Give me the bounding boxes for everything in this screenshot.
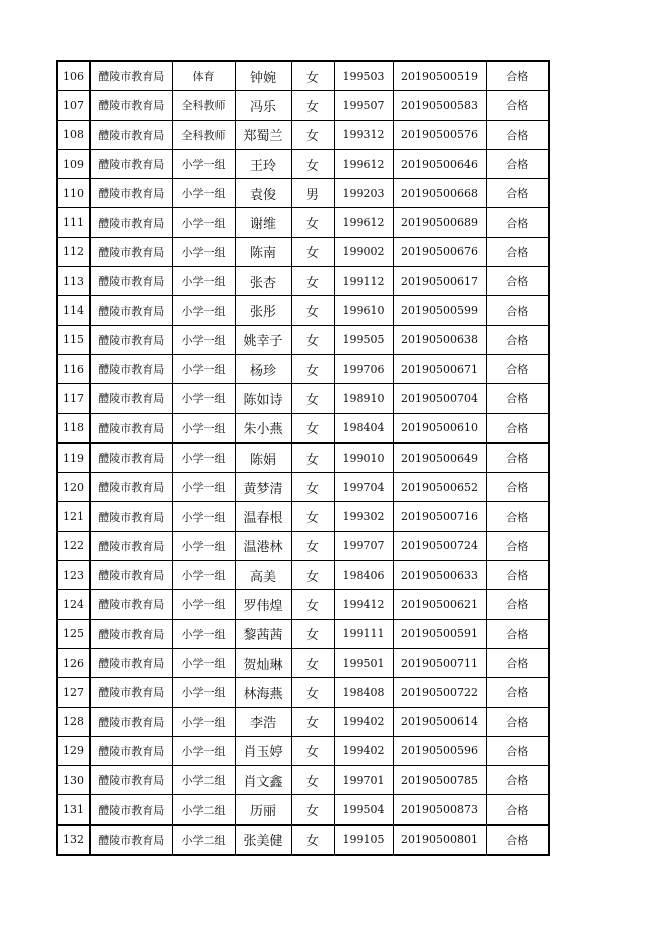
serial-number-cell: 126	[57, 648, 90, 677]
result-status-cell: 合格	[486, 736, 549, 765]
gender-cell: 女	[291, 325, 334, 354]
admission-ticket-number-cell: 20190500668	[393, 179, 486, 208]
employer-unit-cell: 醴陵市教育局	[90, 149, 172, 178]
employer-unit-cell: 醴陵市教育局	[90, 766, 172, 795]
gender-cell: 女	[291, 120, 334, 149]
position-subject-cell: 全科教师	[172, 91, 235, 120]
table-row	[57, 825, 549, 855]
serial-number-cell: 132	[57, 825, 90, 855]
birth-date-cell: 198408	[334, 678, 393, 707]
position-subject-cell: 小学一组	[172, 208, 235, 237]
candidate-name-cell: 钟婉	[235, 61, 291, 91]
employer-unit-cell: 醴陵市教育局	[90, 61, 172, 91]
result-status-cell: 合格	[486, 267, 549, 296]
candidate-name-cell: 朱小燕	[235, 413, 291, 443]
gender-cell: 女	[291, 590, 334, 619]
birth-date-cell: 199302	[334, 502, 393, 531]
gender-cell: 女	[291, 354, 334, 383]
candidate-name-cell: 黎茜茜	[235, 619, 291, 648]
serial-number-cell: 122	[57, 531, 90, 560]
admission-ticket-number-cell: 20190500785	[393, 766, 486, 795]
gender-cell: 女	[291, 531, 334, 560]
employer-unit-cell: 醴陵市教育局	[90, 296, 172, 325]
position-subject-cell: 小学二组	[172, 825, 235, 855]
gender-cell: 女	[291, 825, 334, 855]
table-row	[57, 149, 549, 178]
serial-number-cell: 116	[57, 354, 90, 383]
table-row	[57, 707, 549, 736]
position-subject-cell: 小学一组	[172, 179, 235, 208]
table-row	[57, 267, 549, 296]
birth-date-cell: 199203	[334, 179, 393, 208]
birth-date-cell: 199503	[334, 61, 393, 91]
birth-date-cell: 199105	[334, 825, 393, 855]
gender-cell: 男	[291, 179, 334, 208]
employer-unit-cell: 醴陵市教育局	[90, 736, 172, 765]
gender-cell: 女	[291, 766, 334, 795]
candidate-name-cell: 林海燕	[235, 678, 291, 707]
birth-date-cell: 199706	[334, 354, 393, 383]
birth-date-cell: 199312	[334, 120, 393, 149]
employer-unit-cell: 醴陵市教育局	[90, 678, 172, 707]
position-subject-cell: 小学一组	[172, 502, 235, 531]
position-subject-cell: 小学一组	[172, 590, 235, 619]
serial-number-cell: 123	[57, 561, 90, 590]
employer-unit-cell: 醴陵市教育局	[90, 237, 172, 266]
serial-number-cell: 117	[57, 384, 90, 413]
result-status-cell: 合格	[486, 179, 549, 208]
candidate-name-cell: 张美健	[235, 825, 291, 855]
birth-date-cell: 199412	[334, 590, 393, 619]
position-subject-cell: 小学一组	[172, 149, 235, 178]
admission-ticket-number-cell: 20190500676	[393, 237, 486, 266]
birth-date-cell: 199504	[334, 795, 393, 825]
admission-ticket-number-cell: 20190500724	[393, 531, 486, 560]
result-status-cell: 合格	[486, 61, 549, 91]
result-status-cell: 合格	[486, 91, 549, 120]
result-status-cell: 合格	[486, 795, 549, 825]
serial-number-cell: 121	[57, 502, 90, 531]
serial-number-cell: 127	[57, 678, 90, 707]
candidate-name-cell: 黄梦清	[235, 473, 291, 502]
serial-number-cell: 108	[57, 120, 90, 149]
serial-number-cell: 115	[57, 325, 90, 354]
result-status-cell: 合格	[486, 590, 549, 619]
result-status-cell: 合格	[486, 384, 549, 413]
birth-date-cell: 199501	[334, 648, 393, 677]
employer-unit-cell: 醴陵市教育局	[90, 354, 172, 383]
gender-cell: 女	[291, 561, 334, 590]
position-subject-cell: 小学一组	[172, 707, 235, 736]
serial-number-cell: 110	[57, 179, 90, 208]
table-row	[57, 354, 549, 383]
position-subject-cell: 小学一组	[172, 413, 235, 443]
admission-ticket-number-cell: 20190500591	[393, 619, 486, 648]
gender-cell: 女	[291, 267, 334, 296]
employer-unit-cell: 醴陵市教育局	[90, 619, 172, 648]
admission-ticket-number-cell: 20190500689	[393, 208, 486, 237]
candidate-name-cell: 肖文鑫	[235, 766, 291, 795]
serial-number-cell: 129	[57, 736, 90, 765]
employer-unit-cell: 醴陵市教育局	[90, 795, 172, 825]
birth-date-cell: 198404	[334, 413, 393, 443]
gender-cell: 女	[291, 502, 334, 531]
birth-date-cell: 199707	[334, 531, 393, 560]
birth-date-cell: 199704	[334, 473, 393, 502]
employer-unit-cell: 醴陵市教育局	[90, 590, 172, 619]
employer-unit-cell: 醴陵市教育局	[90, 561, 172, 590]
table-row	[57, 443, 549, 473]
result-status-cell: 合格	[486, 120, 549, 149]
serial-number-cell: 124	[57, 590, 90, 619]
birth-date-cell: 199111	[334, 619, 393, 648]
candidate-name-cell: 罗伟煌	[235, 590, 291, 619]
table-row	[57, 619, 549, 648]
gender-cell: 女	[291, 61, 334, 91]
serial-number-cell: 114	[57, 296, 90, 325]
result-status-cell: 合格	[486, 707, 549, 736]
admission-ticket-number-cell: 20190500801	[393, 825, 486, 855]
serial-number-cell: 107	[57, 91, 90, 120]
admission-ticket-number-cell: 20190500671	[393, 354, 486, 383]
position-subject-cell: 小学二组	[172, 795, 235, 825]
candidate-name-cell: 郑蜀兰	[235, 120, 291, 149]
birth-date-cell: 199002	[334, 237, 393, 266]
table-row	[57, 766, 549, 795]
table-row	[57, 61, 549, 91]
serial-number-cell: 125	[57, 619, 90, 648]
serial-number-cell: 112	[57, 237, 90, 266]
gender-cell: 女	[291, 473, 334, 502]
position-subject-cell: 小学二组	[172, 766, 235, 795]
employer-unit-cell: 醴陵市教育局	[90, 648, 172, 677]
birth-date-cell: 198406	[334, 561, 393, 590]
admission-ticket-number-cell: 20190500633	[393, 561, 486, 590]
gender-cell: 女	[291, 736, 334, 765]
admission-ticket-number-cell: 20190500519	[393, 61, 486, 91]
result-status-cell: 合格	[486, 296, 549, 325]
position-subject-cell: 小学一组	[172, 619, 235, 648]
admission-ticket-number-cell: 20190500614	[393, 707, 486, 736]
birth-date-cell: 199402	[334, 736, 393, 765]
admission-ticket-number-cell: 20190500621	[393, 590, 486, 619]
serial-number-cell: 118	[57, 413, 90, 443]
candidate-name-cell: 历丽	[235, 795, 291, 825]
employer-unit-cell: 醴陵市教育局	[90, 91, 172, 120]
position-subject-cell: 小学一组	[172, 678, 235, 707]
results-sheet	[56, 60, 550, 856]
candidate-name-cell: 张杏	[235, 267, 291, 296]
table-row	[57, 531, 549, 560]
employer-unit-cell: 醴陵市教育局	[90, 502, 172, 531]
result-status-cell: 合格	[486, 531, 549, 560]
results-table	[56, 60, 550, 856]
result-status-cell: 合格	[486, 443, 549, 473]
result-status-cell: 合格	[486, 208, 549, 237]
result-status-cell: 合格	[486, 502, 549, 531]
result-status-cell: 合格	[486, 678, 549, 707]
gender-cell: 女	[291, 91, 334, 120]
employer-unit-cell: 醴陵市教育局	[90, 384, 172, 413]
birth-date-cell: 199010	[334, 443, 393, 473]
candidate-name-cell: 陈如诗	[235, 384, 291, 413]
serial-number-cell: 128	[57, 707, 90, 736]
table-row	[57, 561, 549, 590]
table-row	[57, 384, 549, 413]
admission-ticket-number-cell: 20190500716	[393, 502, 486, 531]
position-subject-cell: 小学一组	[172, 354, 235, 383]
gender-cell: 女	[291, 237, 334, 266]
employer-unit-cell: 醴陵市教育局	[90, 325, 172, 354]
admission-ticket-number-cell: 20190500652	[393, 473, 486, 502]
table-row	[57, 413, 549, 443]
table-row	[57, 237, 549, 266]
position-subject-cell: 小学一组	[172, 561, 235, 590]
result-status-cell: 合格	[486, 237, 549, 266]
candidate-name-cell: 袁俊	[235, 179, 291, 208]
position-subject-cell: 小学一组	[172, 267, 235, 296]
admission-ticket-number-cell: 20190500704	[393, 384, 486, 413]
table-row	[57, 736, 549, 765]
candidate-name-cell: 肖玉婷	[235, 736, 291, 765]
position-subject-cell: 小学一组	[172, 531, 235, 560]
birth-date-cell: 199112	[334, 267, 393, 296]
result-status-cell: 合格	[486, 619, 549, 648]
serial-number-cell: 106	[57, 61, 90, 91]
admission-ticket-number-cell: 20190500873	[393, 795, 486, 825]
gender-cell: 女	[291, 443, 334, 473]
candidate-name-cell: 陈南	[235, 237, 291, 266]
candidate-name-cell: 高美	[235, 561, 291, 590]
position-subject-cell: 体育	[172, 61, 235, 91]
birth-date-cell: 199612	[334, 149, 393, 178]
position-subject-cell: 小学一组	[172, 648, 235, 677]
candidate-name-cell: 李浩	[235, 707, 291, 736]
table-body	[57, 61, 549, 855]
result-status-cell: 合格	[486, 766, 549, 795]
candidate-name-cell: 冯乐	[235, 91, 291, 120]
result-status-cell: 合格	[486, 413, 549, 443]
result-status-cell: 合格	[486, 561, 549, 590]
position-subject-cell: 全科教师	[172, 120, 235, 149]
birth-date-cell: 199612	[334, 208, 393, 237]
serial-number-cell: 113	[57, 267, 90, 296]
result-status-cell: 合格	[486, 648, 549, 677]
serial-number-cell: 131	[57, 795, 90, 825]
table-row	[57, 120, 549, 149]
table-row	[57, 502, 549, 531]
candidate-name-cell: 贺灿琳	[235, 648, 291, 677]
admission-ticket-number-cell: 20190500617	[393, 267, 486, 296]
gender-cell: 女	[291, 208, 334, 237]
birth-date-cell: 199505	[334, 325, 393, 354]
table-row	[57, 325, 549, 354]
table-row	[57, 795, 549, 825]
position-subject-cell: 小学一组	[172, 237, 235, 266]
gender-cell: 女	[291, 149, 334, 178]
result-status-cell: 合格	[486, 149, 549, 178]
serial-number-cell: 119	[57, 443, 90, 473]
table-row	[57, 678, 549, 707]
birth-date-cell: 198910	[334, 384, 393, 413]
admission-ticket-number-cell: 20190500722	[393, 678, 486, 707]
admission-ticket-number-cell: 20190500638	[393, 325, 486, 354]
gender-cell: 女	[291, 296, 334, 325]
birth-date-cell: 199610	[334, 296, 393, 325]
table-row	[57, 208, 549, 237]
position-subject-cell: 小学一组	[172, 443, 235, 473]
admission-ticket-number-cell: 20190500649	[393, 443, 486, 473]
gender-cell: 女	[291, 707, 334, 736]
admission-ticket-number-cell: 20190500576	[393, 120, 486, 149]
candidate-name-cell: 温春根	[235, 502, 291, 531]
employer-unit-cell: 醴陵市教育局	[90, 531, 172, 560]
birth-date-cell: 199507	[334, 91, 393, 120]
employer-unit-cell: 醴陵市教育局	[90, 413, 172, 443]
admission-ticket-number-cell: 20190500583	[393, 91, 486, 120]
position-subject-cell: 小学一组	[172, 384, 235, 413]
result-status-cell: 合格	[486, 473, 549, 502]
table-row	[57, 91, 549, 120]
serial-number-cell: 120	[57, 473, 90, 502]
employer-unit-cell: 醴陵市教育局	[90, 267, 172, 296]
serial-number-cell: 130	[57, 766, 90, 795]
candidate-name-cell: 谢维	[235, 208, 291, 237]
candidate-name-cell: 杨珍	[235, 354, 291, 383]
admission-ticket-number-cell: 20190500711	[393, 648, 486, 677]
table-row	[57, 179, 549, 208]
candidate-name-cell: 姚幸子	[235, 325, 291, 354]
employer-unit-cell: 醴陵市教育局	[90, 120, 172, 149]
candidate-name-cell: 陈娟	[235, 443, 291, 473]
result-status-cell: 合格	[486, 354, 549, 383]
employer-unit-cell: 醴陵市教育局	[90, 473, 172, 502]
employer-unit-cell: 醴陵市教育局	[90, 825, 172, 855]
birth-date-cell: 199701	[334, 766, 393, 795]
table-row	[57, 590, 549, 619]
candidate-name-cell: 张彤	[235, 296, 291, 325]
position-subject-cell: 小学一组	[172, 473, 235, 502]
gender-cell: 女	[291, 795, 334, 825]
admission-ticket-number-cell: 20190500646	[393, 149, 486, 178]
serial-number-cell: 111	[57, 208, 90, 237]
gender-cell: 女	[291, 678, 334, 707]
employer-unit-cell: 醴陵市教育局	[90, 443, 172, 473]
position-subject-cell: 小学一组	[172, 325, 235, 354]
gender-cell: 女	[291, 413, 334, 443]
gender-cell: 女	[291, 384, 334, 413]
serial-number-cell: 109	[57, 149, 90, 178]
result-status-cell: 合格	[486, 825, 549, 855]
result-status-cell: 合格	[486, 325, 549, 354]
admission-ticket-number-cell: 20190500599	[393, 296, 486, 325]
employer-unit-cell: 醴陵市教育局	[90, 707, 172, 736]
admission-ticket-number-cell: 20190500596	[393, 736, 486, 765]
candidate-name-cell: 王玲	[235, 149, 291, 178]
position-subject-cell: 小学一组	[172, 736, 235, 765]
employer-unit-cell: 醴陵市教育局	[90, 208, 172, 237]
employer-unit-cell: 醴陵市教育局	[90, 179, 172, 208]
table-row	[57, 473, 549, 502]
table-row	[57, 648, 549, 677]
table-row	[57, 296, 549, 325]
gender-cell: 女	[291, 619, 334, 648]
candidate-name-cell: 温港林	[235, 531, 291, 560]
gender-cell: 女	[291, 648, 334, 677]
position-subject-cell: 小学一组	[172, 296, 235, 325]
birth-date-cell: 199402	[334, 707, 393, 736]
admission-ticket-number-cell: 20190500610	[393, 413, 486, 443]
